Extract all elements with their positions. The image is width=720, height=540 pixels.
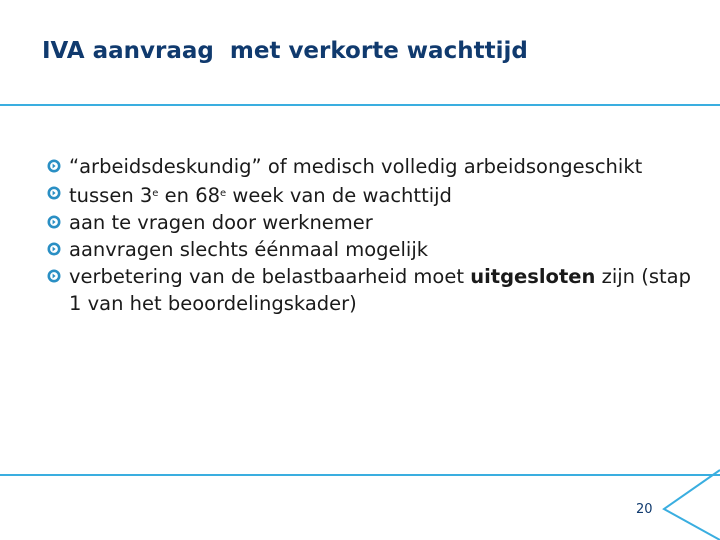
- circle-arrow-icon: [47, 215, 61, 229]
- title-divider: [0, 104, 720, 106]
- circle-arrow-icon: [47, 159, 61, 173]
- ordinal-suffix: e: [220, 188, 227, 199]
- circle-arrow-icon: [47, 242, 61, 256]
- bullet-text: tussen 3: [69, 184, 153, 207]
- bullet-text: aan te vragen door werknemer: [69, 211, 373, 234]
- circle-arrow-icon: [47, 269, 61, 283]
- list-item: [44, 236, 704, 263]
- bullet-text: aanvragen slechts éénmaal mogelijk: [69, 238, 429, 261]
- list-item: [44, 209, 704, 236]
- bullet-text: week van de wachttijd: [226, 184, 452, 207]
- bullet-text: “arbeidsdeskundig” of medisch volledig arbeidsongeschikt: [69, 155, 643, 178]
- page-number: 20: [636, 502, 653, 517]
- bullet-text: zijn (stap 1 van het beoordelingskader): [69, 265, 691, 315]
- slide-title: IVA aanvraag met verkorte wachttijd: [42, 38, 528, 64]
- bullet-list: [44, 153, 704, 317]
- footer-divider: [0, 474, 720, 476]
- list-item: [44, 263, 704, 317]
- bullet-emphasis: uitgesloten: [470, 265, 596, 288]
- bullet-text: verbetering van de belastbaarheid moet: [69, 265, 471, 288]
- list-item: [44, 153, 704, 180]
- list-item: [44, 180, 704, 209]
- circle-arrow-icon: [47, 186, 61, 200]
- ordinal-suffix: e: [152, 188, 159, 199]
- bullet-text: en 68: [158, 184, 221, 207]
